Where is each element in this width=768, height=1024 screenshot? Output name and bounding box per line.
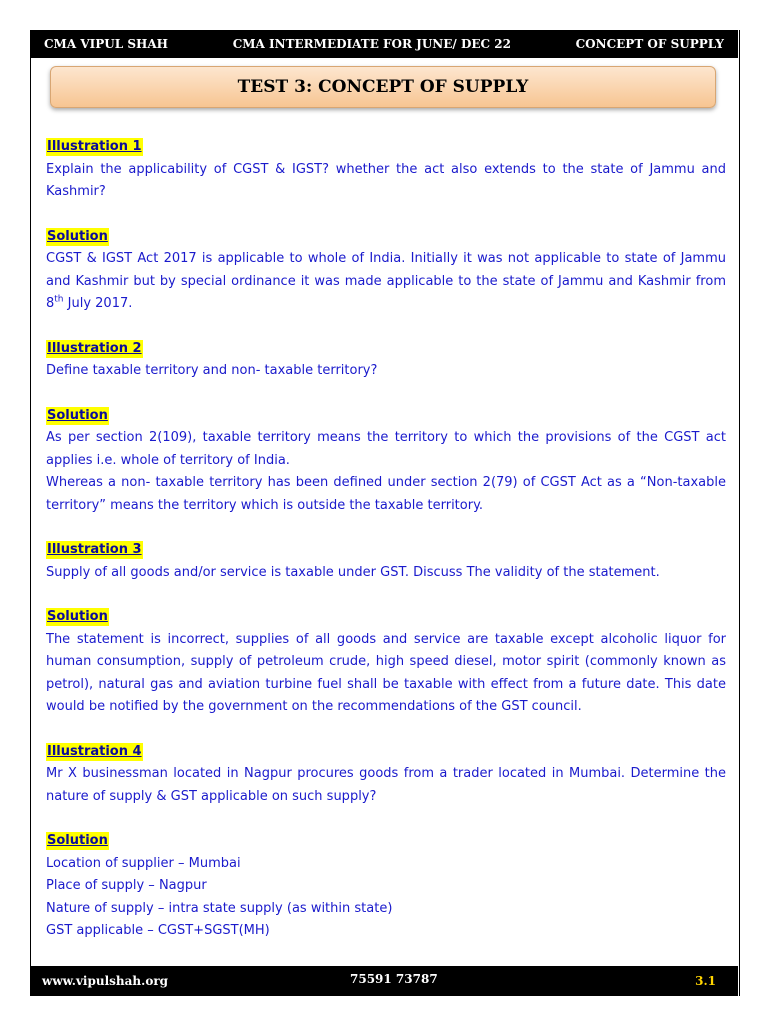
illustration-label: Illustration 4 <box>47 743 142 759</box>
solution-label: Solution <box>47 407 108 423</box>
illustration-2 <box>46 338 726 518</box>
solution-line-nature: Nature of supply – intra state supply (as within state) <box>46 900 393 916</box>
solution-line-place: Place of supply – Nagpur <box>46 878 207 893</box>
illustration-3 <box>46 539 726 719</box>
page-header <box>30 30 738 58</box>
solution-label: Solution <box>47 609 108 624</box>
illustration-question: Define taxable territory and non- taxable territory? <box>46 363 378 378</box>
ordinal-superscript: th <box>54 294 64 305</box>
solution-answer: CGST & IGST Act 2017 is applicable to whole of India. Initially it was not applicable to state of Jammu and Kashmir but by special ordinance it was made applicable to the state of Jammu and Kashmir from 8th July 2017. <box>46 251 726 311</box>
solution-line-gst: GST applicable – CGST+SGST(MH) <box>46 923 270 938</box>
footer-page-number: 3.1 <box>695 974 716 988</box>
solution-line-supplier: Location of supplier – Mumbai <box>46 855 241 871</box>
illustration-question: Explain the applicability of CGST & IGST? whether the act also extends to the state of Jammu and Kashmir? <box>46 161 726 199</box>
solution-answer-part-1: As per section 2(109), taxable territory means the territory to which the provisions of the CGST act applies i.e. whole of territory of India. <box>46 430 726 468</box>
illustration-1 <box>46 136 726 316</box>
illustration-label: Illustration 3 <box>47 542 142 557</box>
illustration-label: Illustration 1 <box>47 139 142 154</box>
footer-phone: 75591 73787 <box>350 972 438 986</box>
header-author: CMA VIPUL SHAH <box>44 37 169 51</box>
header-chapter: CONCEPT OF SUPPLY <box>575 37 724 51</box>
header-course: CMA INTERMEDIATE FOR JUNE/ DEC 22 <box>232 37 511 51</box>
test-title: TEST 3: CONCEPT OF SUPPLY <box>237 77 529 97</box>
illustration-question: Mr X businessman located in Nagpur procures goods from a trader located in Mumbai. Determine the nature of supply & GST applicable on such supply? <box>46 766 726 804</box>
footer-website: www.vipulshah.org <box>42 974 169 988</box>
illustration-label: Illustration 2 <box>47 340 142 356</box>
solution-label: Solution <box>47 228 108 244</box>
solution-answer-part-2: Whereas a non- taxable territory has been defined under section 2(79) of CGST Act as a “Non-taxable territory” means the territory which is outside the taxable territory. <box>46 475 726 513</box>
page-content <box>46 136 726 943</box>
solution-answer: The statement is incorrect, supplies of all goods and service are taxable except alcoholic liquor for human consumption, supply of petroleum crude, high speed diesel, motor spirit (commonly known as petrol), natural gas and aviation turbine fuel shall be taxable with effect from a future date. This date would be notified by the government on the recommendations of the GST council. <box>46 631 726 714</box>
illustration-4 <box>46 741 726 943</box>
page-footer <box>30 966 738 996</box>
solution-label: Solution <box>47 833 108 848</box>
test-title-banner <box>50 66 716 108</box>
illustration-question: Supply of all goods and/or service is taxable under GST. Discuss The validity of the statement. <box>46 564 660 580</box>
